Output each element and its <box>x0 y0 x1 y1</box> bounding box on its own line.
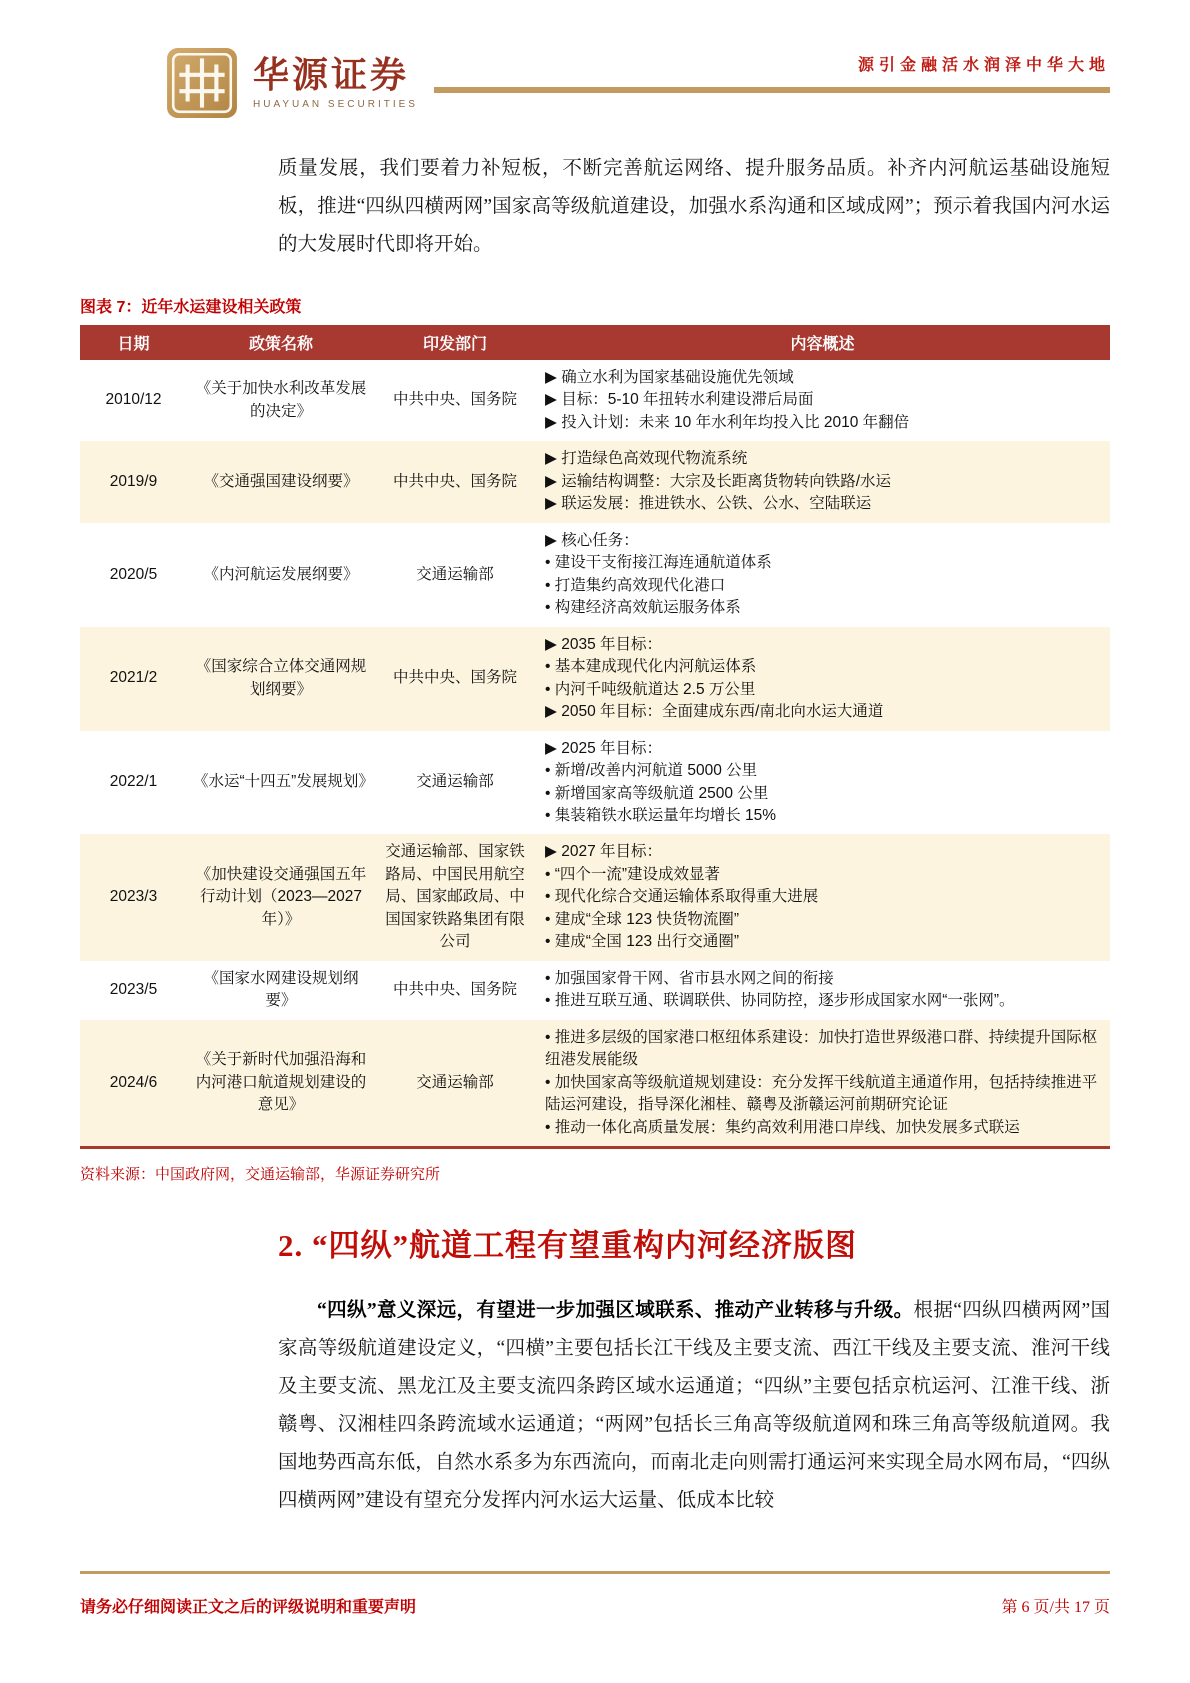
content-line: • 建成“全国 123 出行交通圈” <box>545 933 740 951</box>
cell-date: 2022/1 <box>109 773 158 791</box>
content-line: ▶ 联运发展：推进铁水、公铁、公水、空陆联运 <box>545 495 872 513</box>
content-line: • 建设干支衔接江海连通航道体系 <box>545 554 772 572</box>
policy-table-body <box>80 360 1110 1148</box>
header-gold-rule <box>434 87 1110 93</box>
figure-title: 图表 7：近年水运建设相关政策 <box>80 299 302 316</box>
content-line: ▶ 2025 年目标： <box>545 739 663 757</box>
cell-policy: 《交通强国建设纲要》 <box>203 472 359 490</box>
cell-date: 2023/5 <box>109 981 158 999</box>
cell-content <box>535 961 1110 1020</box>
content-line: • 推进互联互通、联调联供、协同防控，逐步形成国家水网“一张网”。 <box>545 992 1015 1010</box>
cell-date: 2020/5 <box>109 565 158 583</box>
page-footer <box>80 1571 1110 1617</box>
table-row <box>80 627 1110 731</box>
content-line: ▶ 目标：5-10 年扭转水利建设滞后局面 <box>545 391 814 409</box>
cell-content <box>535 1020 1110 1148</box>
source-note: 资料来源：中国政府网，交通运输部，华源证券研究所 <box>80 1166 441 1184</box>
logo-company-name-en: HUAYUAN SECURITIES <box>253 98 418 110</box>
section-heading: 2. “四纵”航道工程有望重构内河经济版图 <box>278 1228 857 1264</box>
cell-content <box>535 834 1110 960</box>
content-line: • “四个一流”建设成效显著 <box>545 865 721 883</box>
cell-policy: 《国家水网建设规划纲要》 <box>203 969 359 1010</box>
policy-table <box>80 325 1110 1149</box>
content-line: • 内河千吨级航道达 2.5 万公里 <box>545 680 756 698</box>
content-line: • 推进多层级的国家港口枢纽体系建设：加快打造世界级港口群、持续提升国际枢纽港发展能级 <box>545 1028 1098 1069</box>
content-line: ▶ 2027 年目标： <box>545 843 663 861</box>
cell-date: 2019/9 <box>109 472 158 490</box>
cell-policy: 《国家综合立体交通网规划纲要》 <box>195 658 367 698</box>
table-row <box>80 360 1110 441</box>
content-line: • 新增/改善内河航道 5000 公里 <box>545 762 758 780</box>
huayuan-seal-icon <box>165 46 239 120</box>
content-line: • 现代化综合交通运输体系取得重大进展 <box>545 888 819 906</box>
content-line: • 集装箱铁水联运量年均增长 15% <box>545 806 777 824</box>
cell-content <box>535 731 1110 835</box>
cell-dept: 中共中央、国务院 <box>392 981 517 999</box>
logo-text <box>253 56 418 110</box>
content-line: ▶ 打造绿色高效现代物流系统 <box>545 450 748 468</box>
section-paragraph-rest: 根据“四纵四横两网”国家高等级航道建设定义，“四横”主要包括长江干线及主要支流、西江干线及主要支流、淮河干线及主要支流、黑龙江及主要支流四条跨区域水运通道；“四纵”主要包括京杭运河、江淮干线、浙赣粤、汉湘桂四条跨流域水运通道；“两网”包括长三角高等级航道网和珠三角高等级航道网。我国地势西高东低，自然水系多为东西流向，而南北走向则需打通运河来实现全局水网布局，“四纵四横两网”建设有望充分发挥内河水运大运量、低成本比较 <box>278 1300 1110 1512</box>
logo-company-name: 华源证券 <box>253 55 410 96</box>
cell-dept: 中共中央、国务院 <box>392 472 517 490</box>
col-header-department: 印发部门 <box>375 325 535 360</box>
content-line: • 新增国家高等级航道 2500 公里 <box>545 784 769 802</box>
cell-policy: 《关于加快水利改革发展的决定》 <box>195 380 367 420</box>
page-body <box>0 150 1190 1520</box>
cell-policy: 《水运“十四五”发展规划》 <box>193 773 374 791</box>
cell-date: 2021/2 <box>109 669 158 687</box>
cell-dept: 交通运输部 <box>416 565 494 583</box>
intro-paragraph: 质量发展，我们要着力补短板，不断完善航运网络、提升服务品质。补齐内河航运基础设施短板，推进“四纵四横两网”国家高等级航道建设，加强水系沟通和区域成网”；预示着我国内河水运的大发展时代即将开始。 <box>278 158 1110 255</box>
cell-content <box>535 441 1110 522</box>
cell-policy: 《关于新时代加强沿海和内河港口航道规划建设的意见》 <box>195 1051 367 1114</box>
cell-dept: 中共中央、国务院 <box>392 669 517 687</box>
cell-date: 2024/6 <box>109 1073 158 1091</box>
footer-row <box>80 1594 1110 1617</box>
content-line: • 建成“全球 123 快货物流圈” <box>545 910 740 928</box>
section-paragraph <box>278 1292 1110 1520</box>
content-line: • 加强国家骨干网、省市县水网之间的衔接 <box>545 969 834 987</box>
content-line: ▶ 核心任务： <box>545 531 639 549</box>
content-line: • 基本建成现代化内河航运体系 <box>545 658 757 676</box>
table-row <box>80 1020 1110 1148</box>
footer-disclaimer: 请务必仔细阅读正文之后的评级说明和重要声明 <box>80 1599 417 1616</box>
cell-content <box>535 360 1110 441</box>
header-right <box>434 46 1110 93</box>
cell-content <box>535 523 1110 627</box>
content-line: ▶ 2035 年目标： <box>545 635 663 653</box>
content-line: • 加快国家高等级航道规划建设：充分发挥干线航道主通道作用，包括持续推进平陆运河建设，指导深化湘桂、赣粤及浙赣运河前期研究论证 <box>545 1073 1098 1114</box>
cell-dept: 交通运输部 <box>416 773 494 791</box>
cell-date: 2023/3 <box>109 888 158 906</box>
table-row <box>80 441 1110 522</box>
cell-dept: 交通运输部、国家铁路局、中国民用航空局、国家邮政局、中国国家铁路集团有限公司 <box>385 843 525 951</box>
col-header-date: 日期 <box>80 325 187 360</box>
cell-dept: 中共中央、国务院 <box>392 391 517 409</box>
content-line: ▶ 运输结构调整：大宗及长距离货物转向铁路/水运 <box>545 472 892 490</box>
content-line: ▶ 确立水利为国家基础设施优先领域 <box>545 369 794 386</box>
table-row <box>80 523 1110 627</box>
col-header-content: 内容概述 <box>535 325 1110 360</box>
cell-content <box>535 627 1110 731</box>
footer-gold-rule <box>80 1571 1110 1574</box>
section-paragraph-lead: “四纵”意义深远，有望进一步加强区域联系、推动产业转移与升级。 <box>317 1300 914 1322</box>
cell-policy: 《加快建设交通强国五年行动计划（2023—2027 年）》 <box>195 865 367 928</box>
cell-dept: 交通运输部 <box>416 1073 494 1091</box>
table-row <box>80 834 1110 960</box>
policy-table-header <box>80 325 1110 360</box>
content-line: • 构建经济高效航运服务体系 <box>545 599 741 617</box>
col-header-policy: 政策名称 <box>187 325 375 360</box>
header-tagline: 源引金融活水润泽中华大地 <box>857 57 1110 74</box>
page-header <box>0 0 1190 120</box>
table-header-row <box>80 325 1110 360</box>
table-row <box>80 961 1110 1020</box>
content-line: • 打造集约高效现代化港口 <box>545 576 726 594</box>
content-line: • 推动一体化高质量发展：集约高效利用港口岸线、加快发展多式联运 <box>545 1118 1020 1136</box>
cell-date: 2010/12 <box>105 391 162 409</box>
page-number: 第 6 页/共 17 页 <box>1001 1599 1110 1616</box>
table-row <box>80 731 1110 835</box>
company-logo <box>165 46 418 120</box>
content-line: ▶ 投入计划：未来 10 年水利年均投入比 2010 年翻倍 <box>545 413 910 431</box>
cell-policy: 《内河航运发展纲要》 <box>203 565 359 583</box>
content-line: ▶ 2050 年目标：全面建成东西/南北向水运大通道 <box>545 703 884 721</box>
